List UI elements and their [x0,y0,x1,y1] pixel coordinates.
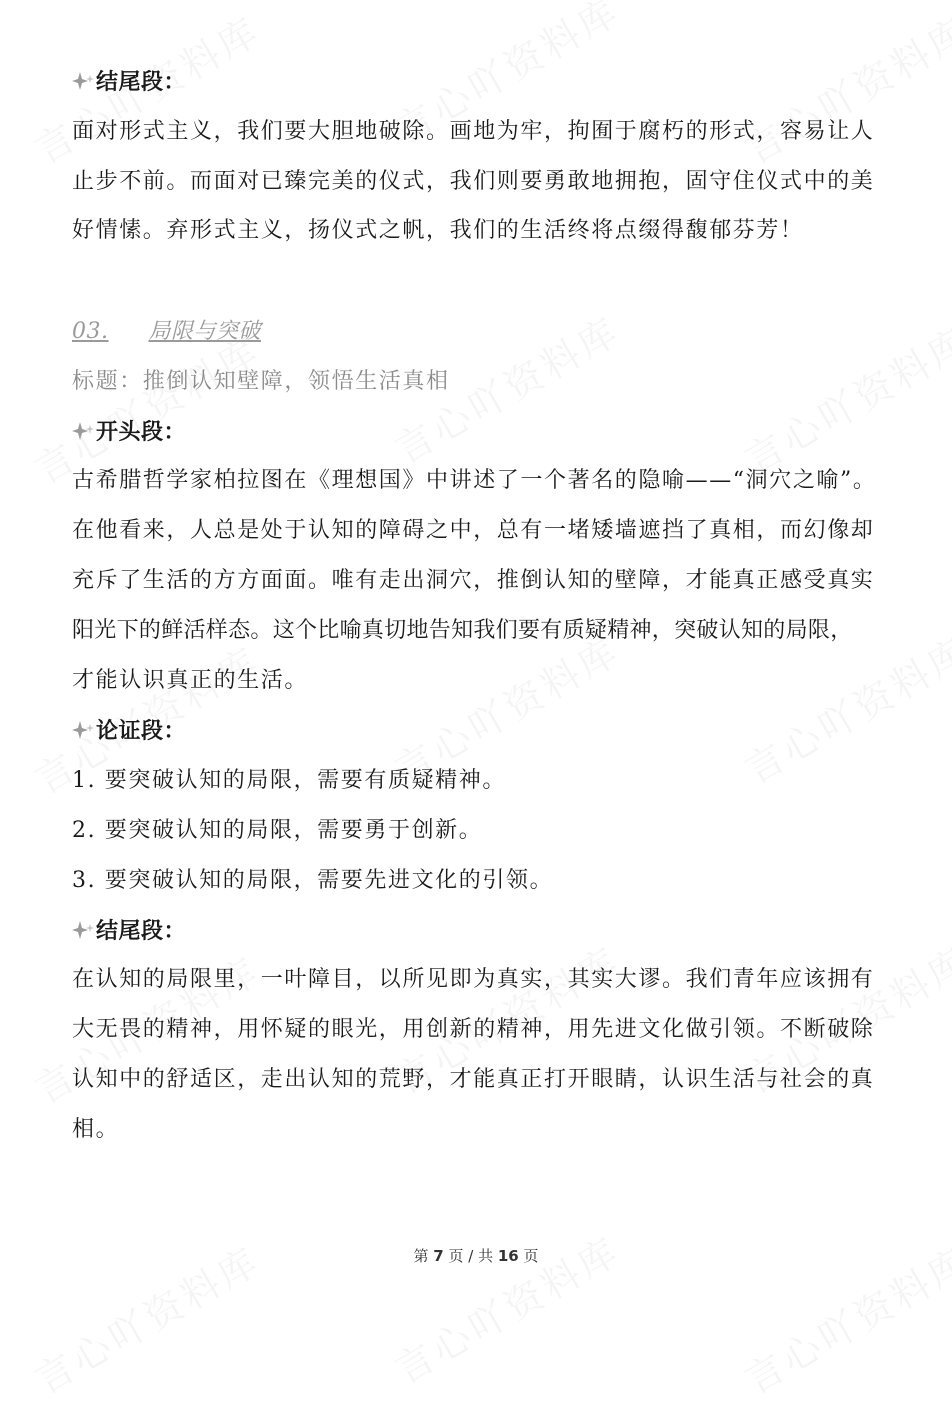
paragraph-line: 充斥了生活的方方面面。唯有走出洞穴，推倒认知的壁障，才能真正感受真实 [72,568,875,593]
section-name: 局限与突破 [148,319,262,344]
sparkle-icon [72,720,96,742]
current-page: 7 [433,1247,444,1265]
argument-point: 3. 要突破认知的局限，需要先进文化的引领。 [72,868,554,893]
argument-point: 2. 要突破认知的局限，需要勇于创新。 [72,818,483,843]
total-pages: 16 [497,1247,519,1265]
paragraph-line: 认知中的舒适区，走出认知的荒野，才能真正打开眼睛，认识生活与社会的真 [72,1067,875,1092]
paragraph-line: 阳光下的鲜活样态。这个比喻真切地告知我们要有质疑精神，突破认知的局限， [72,618,853,643]
page-number-footer: 第 7 页 / 共 16 页 [413,1247,539,1265]
sparkle-icon [72,71,96,93]
paragraph-line: 大无畏的精神，用怀疑的眼光，用创新的精神，用先进文化做引领。不断破除 [72,1017,875,1042]
argument-point: 1. 要突破认知的局限，需要有质疑精神。 [72,768,506,793]
paragraph-line: 才能认识真正的生活。 [72,668,309,693]
opening-heading: 开头段： [72,417,884,447]
section-title [72,317,884,347]
paragraph-line: 好情愫。弃形式主义，扬仪式之帆，我们的生活终将点缀得馥郁芬芳！ [72,218,804,243]
section-number: 03. [72,319,109,344]
sparkle-icon [72,421,96,443]
paragraph-line: 古希腊哲学家柏拉图在《理想国》中讲述了一个著名的隐喻——“洞穴之喻”。 [72,468,877,493]
paragraph-line: 在他看来，人总是处于认知的障碍之中，总有一堵矮墙遮挡了真相，而幻像却 [72,518,875,543]
paragraph-line: 止步不前。而面对已臻完美的仪式，我们则要勇敢地拥抱，固守住仪式中的美 [72,169,875,194]
ending-heading: 结尾段： [72,67,884,97]
argument-heading: 论证段： [72,716,884,746]
ending-heading: 结尾段： [72,916,884,946]
paragraph-line: 相。 [72,1117,120,1142]
essay-subtitle: 标题：推倒认知壁障，领悟生活真相 [72,369,450,394]
paragraph-line: 在认知的局限里，一叶障目，以所见即为真实，其实大谬。我们青年应该拥有 [72,967,875,992]
paragraph-line: 面对形式主义，我们要大胆地破除。画地为牢，拘囿于腐朽的形式，容易让人 [72,119,875,144]
sparkle-icon [72,920,96,942]
